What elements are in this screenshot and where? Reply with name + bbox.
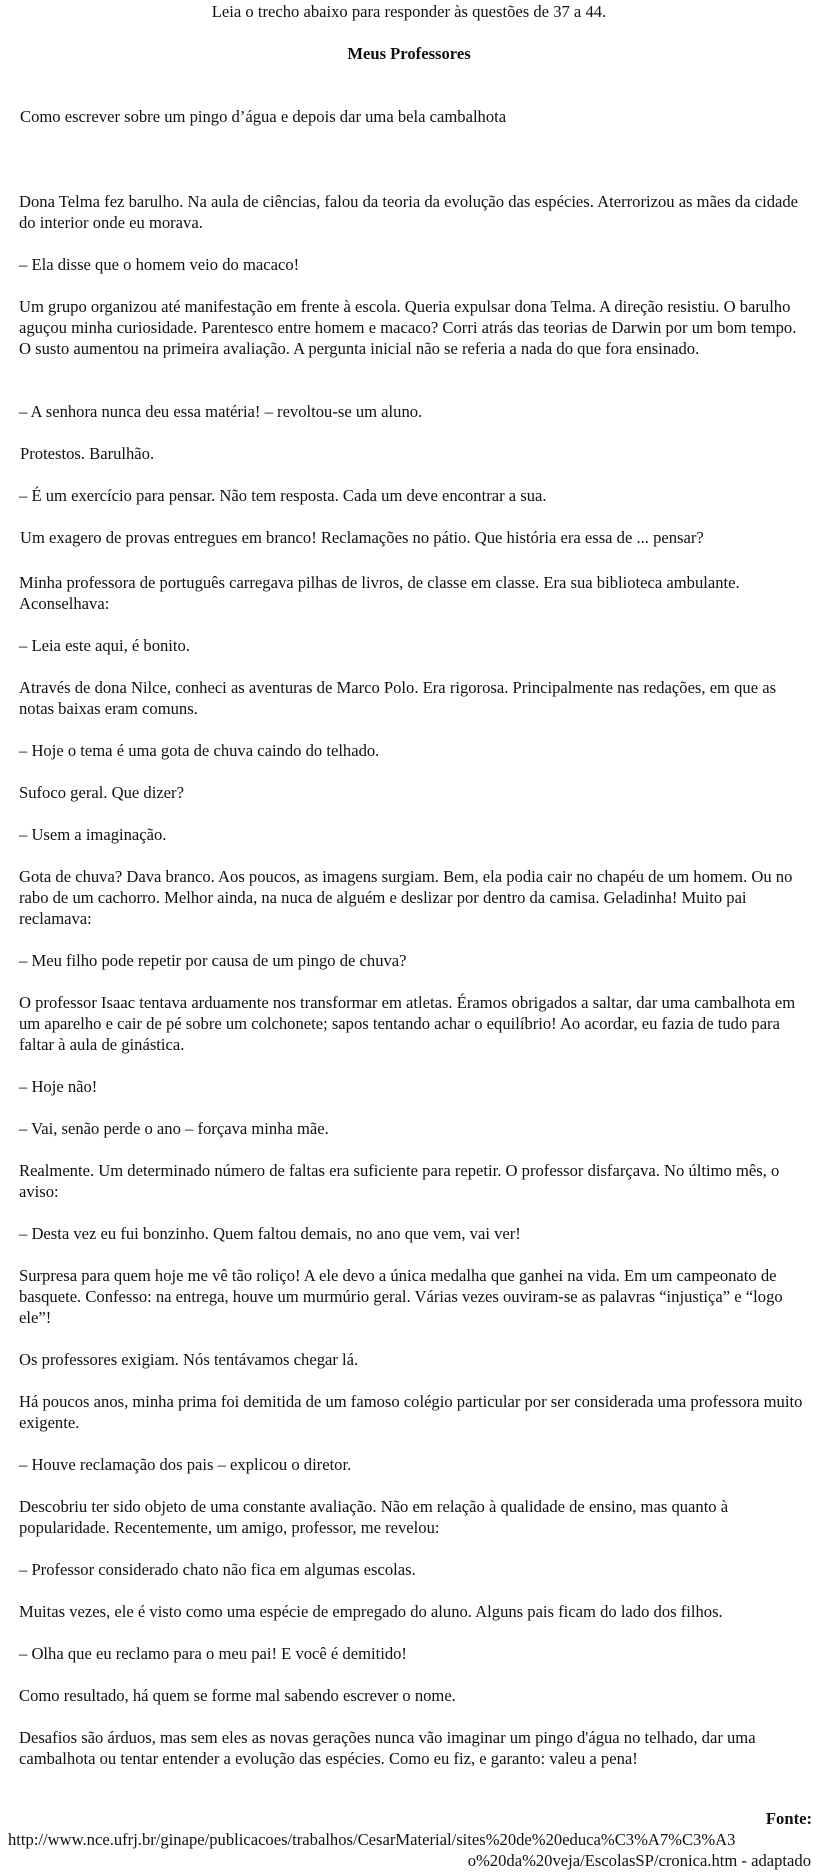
source-url-line-1: http://www.nce.ufrj.br/ginape/publicacoes/trabalhos/CesarMaterial/sites%20de%20educa%C3%A7%C3%A3: [8, 1830, 736, 1849]
article-subtitle: Como escrever sobre um pingo d’água e depois dar uma bela cambalhota: [20, 107, 507, 126]
instruction-text: Leia o trecho abaixo para responder às questões de 37 a 44.: [211, 2, 607, 21]
paragraph: – Desta vez eu fui bonzinho. Quem faltou demais, no ano que vem, vai ver!: [19, 1224, 521, 1243]
paragraph: O professor Isaac tentava arduamente nos transformar em atletas. Éramos obrigados a saltar, dar uma cambalhota em um aparelho e cair de pé sobre um colchonete; sapos tentando achar o equilíbrio! Ao acordar, eu fazia de tudo para faltar à aula de ginástica.: [19, 993, 796, 1054]
paragraph: Sufoco geral. Que dizer?: [19, 783, 184, 802]
paragraph: Protestos. Barulhão.: [20, 444, 155, 463]
paragraph: – Professor considerado chato não fica em algumas escolas.: [19, 1560, 416, 1579]
paragraph: Desafios são árduos, mas sem eles as novas gerações nunca vão imaginar um pingo d'água no telhado, dar uma cambalhota ou tentar entender a evolução das espécies. Como eu fiz, e garanto: valeu a pena!: [19, 1728, 756, 1768]
paragraph: – Vai, senão perde o ano – forçava minha mãe.: [19, 1119, 329, 1138]
paragraph: Os professores exigiam. Nós tentávamos chegar lá.: [19, 1350, 359, 1369]
paragraph: Gota de chuva? Dava branco. Aos poucos, as imagens surgiam. Bem, ela podia cair no chapéu de um homem. Ou no rabo de um cachorro. Melhor ainda, na nuca de alguém e deslizar por dentro da camisa. Geladinha! Muito pai reclamava:: [19, 867, 793, 928]
paragraph: – Usem a imaginação.: [19, 825, 167, 844]
paragraph: – A senhora nunca deu essa matéria! – revoltou-se um aluno.: [19, 402, 423, 421]
paragraph: – Olha que eu reclamo para o meu pai! E você é demitido!: [19, 1644, 407, 1663]
paragraph: Muitas vezes, ele é visto como uma espécie de empregado do aluno. Alguns pais ficam do lado dos filhos.: [19, 1602, 723, 1621]
paragraph: Minha professora de português carregava pilhas de livros, de classe em classe. Era sua biblioteca ambulante. Aconselhava:: [19, 573, 740, 613]
paragraph: – Ela disse que o homem veio do macaco!: [19, 255, 300, 274]
article-title: Meus Professores: [347, 44, 471, 63]
paragraph: Como resultado, há quem se forme mal sabendo escrever o nome.: [19, 1686, 456, 1705]
paragraph: Realmente. Um determinado número de faltas era suficiente para repetir. O professor disfarçava. No último mês, o aviso:: [19, 1161, 780, 1201]
paragraph: Surpresa para quem hoje me vê tão roliço! A ele devo a única medalha que ganhei na vida. Em um campeonato de basquete. Confesso: na entrega, houve um murmúrio geral. Várias vezes ouviram-se as palavras “injustiça” e “logo ele”!: [19, 1266, 783, 1327]
paragraph: Há poucos anos, minha prima foi demitida de um famoso colégio particular por ser considerada uma professora muito exigente.: [19, 1392, 803, 1432]
paragraph: Através de dona Nilce, conheci as aventuras de Marco Polo. Era rigorosa. Principalmente nas redações, em que as notas baixas eram comuns.: [19, 678, 777, 718]
paragraph: Um grupo organizou até manifestação em frente à escola. Queria expulsar dona Telma. A direção resistiu. O barulho aguçou minha curiosidade. Parentesco entre homem e macaco? Corri atrás das teorias de Darwin por um bom tempo. O susto aumentou na primeira avaliação. A pergunta inicial não se referia a nada do que fora ensinado.: [19, 297, 797, 358]
paragraph: – Hoje o tema é uma gota de chuva caindo do telhado.: [19, 741, 380, 760]
paragraph: Descobriu ter sido objeto de uma constante avaliação. Não em relação à qualidade de ensino, mas quanto à popularidade. Recentemente, um amigo, professor, me revelou:: [19, 1497, 729, 1537]
paragraph: – Hoje não!: [19, 1077, 98, 1096]
paragraph: – Meu filho pode repetir por causa de um pingo de chuva?: [19, 951, 407, 970]
paragraph: Dona Telma fez barulho. Na aula de ciências, falou da teoria da evolução das espécies. Aterrorizou as mães da cidade do interior onde eu morava.: [19, 192, 799, 232]
paragraph: Um exagero de provas entregues em branco! Reclamações no pátio. Que história era essa de ... pensar?: [20, 528, 704, 547]
paragraph: – Leia este aqui, é bonito.: [19, 636, 190, 655]
source-label: Fonte:: [765, 1809, 812, 1828]
paragraph: – É um exercício para pensar. Não tem resposta. Cada um deve encontrar a sua.: [19, 486, 547, 505]
source-url-line-2: o%20da%20veja/EscolasSP/cronica.htm - adaptado: [467, 1851, 811, 1870]
paragraph: – Houve reclamação dos pais – explicou o diretor.: [19, 1455, 352, 1474]
